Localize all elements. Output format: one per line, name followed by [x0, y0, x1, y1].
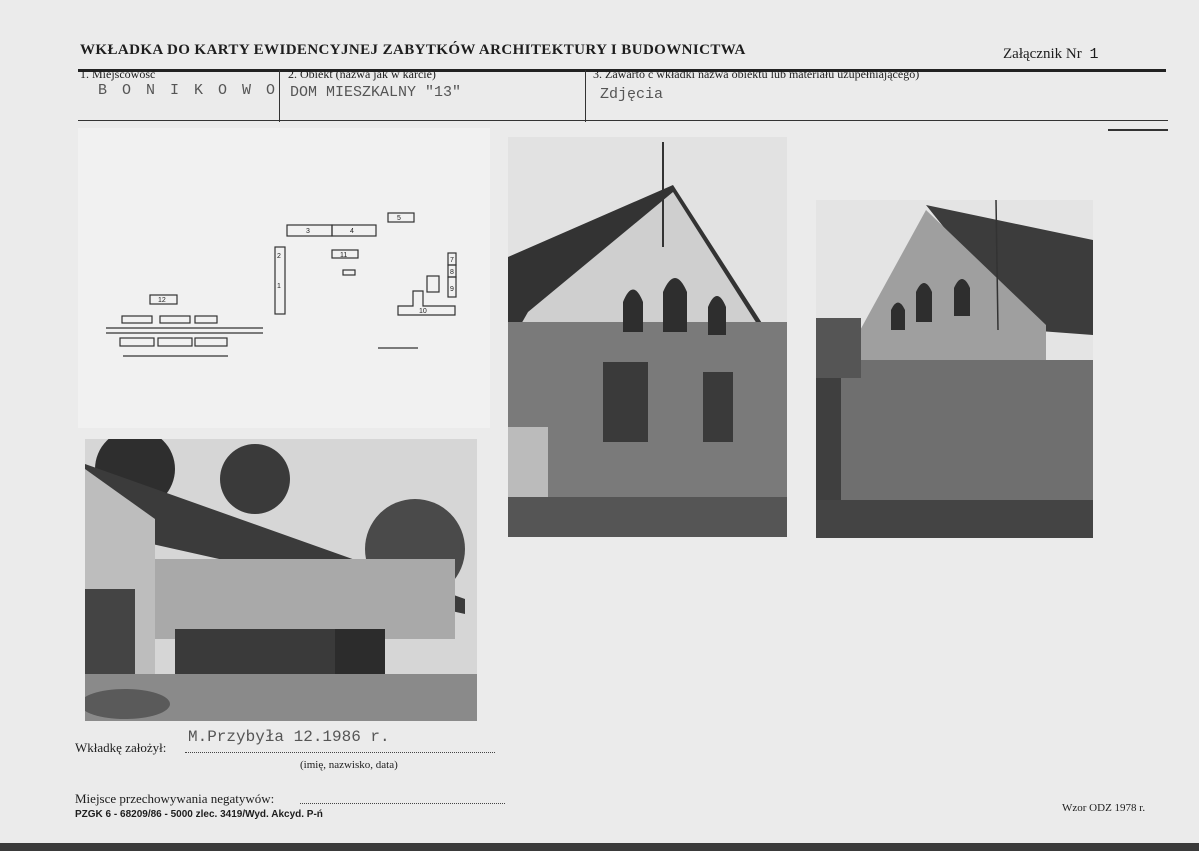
- plan-label: 10: [419, 308, 427, 315]
- contents-label: 3. Zawarto ć wkładki nazwa obiektu lub materiału uzupełniającego): [593, 67, 920, 81]
- form-code: Wzor ODZ 1978 r.: [1062, 802, 1146, 814]
- author-value: M.Przybyła 12.1986 r.: [188, 728, 390, 746]
- object-label: 2. Obiekt (nazwa jak w karcie): [288, 67, 436, 81]
- author-label: Wkładkę założył:: [75, 740, 167, 755]
- author-hint: (imię, nazwisko, data): [300, 759, 398, 771]
- photo-street-view: [85, 439, 477, 721]
- plan-label: 5: [397, 215, 401, 222]
- field-separator: [585, 70, 586, 122]
- plan-label: 7: [450, 257, 454, 264]
- locality-label: 1. Miejscowość: [80, 67, 156, 81]
- site-plan: [78, 128, 490, 428]
- annex-label-text: Załącznik Nr: [1003, 46, 1082, 62]
- fields-rule: [78, 120, 1168, 121]
- photo-street-view-image: [85, 439, 477, 721]
- document-title: WKŁADKA DO KARTY EWIDENCYJNEJ ZABYTKÓW ARCHITEKTURY I BUDOWNICTWA: [80, 42, 746, 58]
- locality-value: B O N I K O W O: [98, 82, 279, 99]
- annex-number: 1: [1089, 46, 1099, 63]
- site-plan-drawing: [78, 128, 490, 428]
- scan-edge: [0, 843, 1199, 851]
- plan-label: 2: [277, 253, 281, 260]
- plan-label: 12: [158, 297, 166, 304]
- photo-gable-front: [508, 137, 787, 537]
- print-info: PZGK 6 - 68209/86 - 5000 zlec. 3419/Wyd. Akcyd. P-ń: [75, 809, 323, 820]
- photo-gable-side: [816, 200, 1093, 538]
- plan-label: 4: [350, 228, 354, 235]
- annex-label: [1003, 46, 1098, 63]
- plan-label: 3: [306, 228, 310, 235]
- photo-gable-side-image: [816, 200, 1093, 538]
- plan-label: 11: [340, 252, 348, 259]
- negatives-label: Miejsce przechowywania negatywów:: [75, 791, 275, 806]
- author-line: [185, 752, 495, 753]
- object-value: DOM MIESZKALNY "13": [290, 84, 462, 101]
- plan-label: 8: [450, 269, 454, 276]
- fields-rule-tail: [1108, 129, 1168, 131]
- photo-gable-front-image: [508, 137, 787, 537]
- field-separator: [279, 70, 280, 122]
- plan-label: 9: [450, 286, 454, 293]
- negatives-line: [300, 803, 505, 804]
- contents-value: Zdjęcia: [600, 86, 664, 103]
- plan-label: 1: [277, 283, 281, 290]
